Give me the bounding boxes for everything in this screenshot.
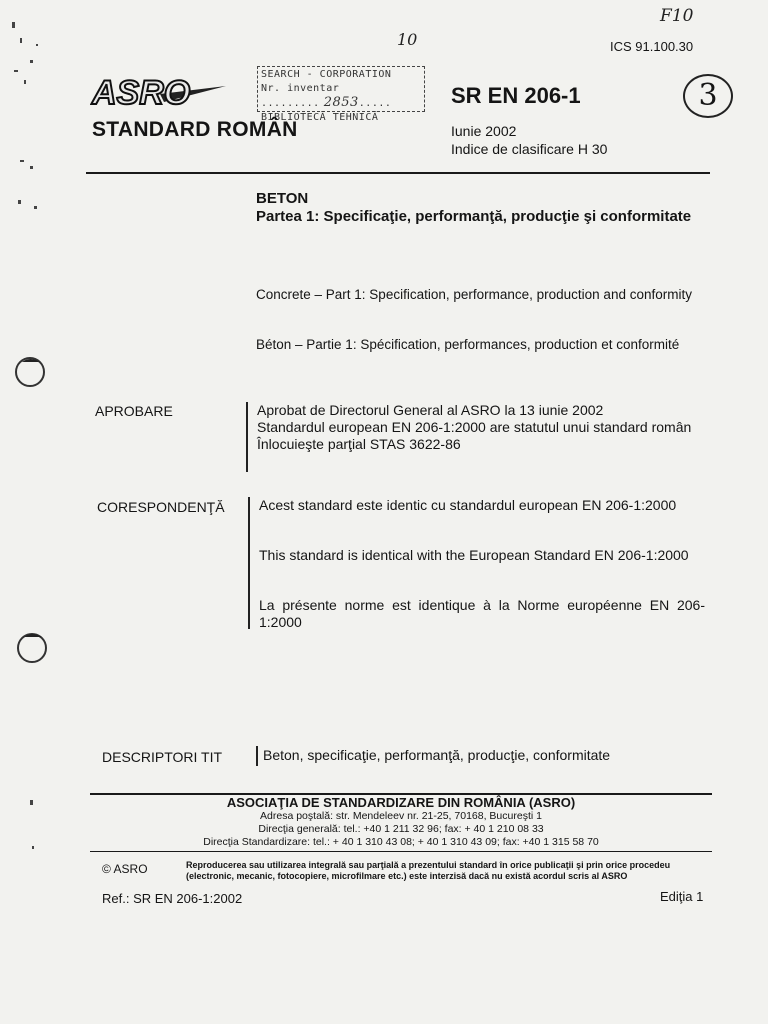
reproduction-notice: Reproducerea sau utilizarea integrală sau parţială a prezentului standard în orice publicaţii şi prin orice procedeu (electronic, mecanic, fotocopiere, microfilmare etc.) este interzisă dacă nu există acordul scris al ASRO	[186, 860, 671, 881]
standard-type-heading: STANDARD ROMÂN	[92, 118, 298, 141]
document-reference: Ref.: SR EN 206-1:2002	[102, 891, 243, 906]
title-french: Béton – Partie 1: Spécification, performances, production et conformité	[256, 337, 680, 352]
approval-line: Aprobat de Directorul General al ASRO la 13 iunie 2002	[257, 402, 604, 418]
stamp-inventory-label: Nr. inventar	[261, 83, 340, 94]
asro-logo-graphic	[90, 72, 228, 112]
classification-index: Indice de clasificare H 30	[451, 141, 608, 157]
stamp-line-3: BIBLIOTECĂ TEHNICĂ	[261, 112, 379, 123]
stamp-inventory-line: Nr. inventar ......... 2853.....	[261, 83, 392, 110]
stamp-inventory-number: 2853	[323, 95, 359, 110]
footer-divider-bottom	[90, 851, 712, 852]
footer-organization	[90, 795, 712, 849]
punch-hole-shadow-icon	[24, 634, 42, 637]
correspondence-romanian: Acest standard este identic cu standardul european EN 206-1:2000	[259, 497, 677, 513]
handwritten-note-top-center: 10	[397, 30, 418, 49]
copyright: © ASRO	[102, 862, 148, 876]
header-divider	[86, 172, 710, 174]
approval-bar	[246, 402, 248, 472]
publication-info	[451, 122, 607, 158]
publication-date: Iunie 2002	[451, 123, 517, 139]
approval-line: Standardul european EN 206-1:2000 are statutul unui standard român	[257, 419, 692, 435]
handwritten-note-top-right: F10	[660, 6, 694, 26]
correspondence-label: CORESPONDENŢĂ	[97, 499, 225, 515]
circled-number: 3	[683, 74, 733, 118]
organization-name: ASOCIAŢIA DE STANDARDIZARE DIN ROMÂNIA (ASRO)	[226, 795, 576, 810]
correspondence-french: La présente norme est identique à la Norme européenne EN 206-1:2000	[259, 597, 705, 630]
standard-code: SR EN 206-1	[451, 83, 581, 108]
correspondence-english: This standard is identical with the European Standard EN 206-1:2000	[259, 547, 689, 563]
descriptors-bar	[256, 746, 258, 766]
general-directorate-contact: Direcţia generală: tel.: +40 1 211 32 96; fax: + 40 1 210 08 33	[258, 823, 544, 835]
descriptors-label: DESCRIPTORI TIT	[102, 749, 223, 765]
speck-cluster-icon	[12, 22, 38, 849]
postal-address: Adresa poştală: str. Mendeleev nr. 21-25, 70168, Bucureşti 1	[260, 810, 542, 822]
standardization-directorate-contact: Direcţia Standardizare: tel.: + 40 1 310 43 08; + 40 1 310 43 09; fax: +40 1 315 58 70	[203, 836, 599, 848]
punch-hole-icon	[16, 358, 44, 386]
edition: Ediţia 1	[660, 889, 704, 904]
ics-code: ICS 91.100.30	[610, 39, 694, 54]
title-english: Concrete – Part 1: Specification, performance, production and conformity	[256, 287, 692, 302]
punch-hole-icon	[18, 634, 46, 662]
descriptors-value: Beton, specificaţie, performanţă, producţie, conformitate	[263, 747, 611, 763]
stamp-line-1: SEARCH - CORPORATION	[261, 69, 392, 80]
approval-text	[257, 402, 707, 453]
title-part: Partea 1: Specificaţie, performanţă, producţie şi conformitate	[256, 208, 692, 225]
title-main: BETON	[256, 190, 309, 207]
document-title	[256, 190, 704, 226]
asro-logo-text: ASRO	[92, 74, 191, 112]
approval-line: Înlocuieşte parţial STAS 3622-86	[257, 436, 461, 452]
asro-logo	[90, 72, 228, 112]
punch-hole-shadow-icon	[22, 359, 40, 362]
correspondence-bar	[248, 497, 250, 629]
library-stamp	[257, 66, 425, 123]
approval-label: APROBARE	[95, 403, 173, 419]
